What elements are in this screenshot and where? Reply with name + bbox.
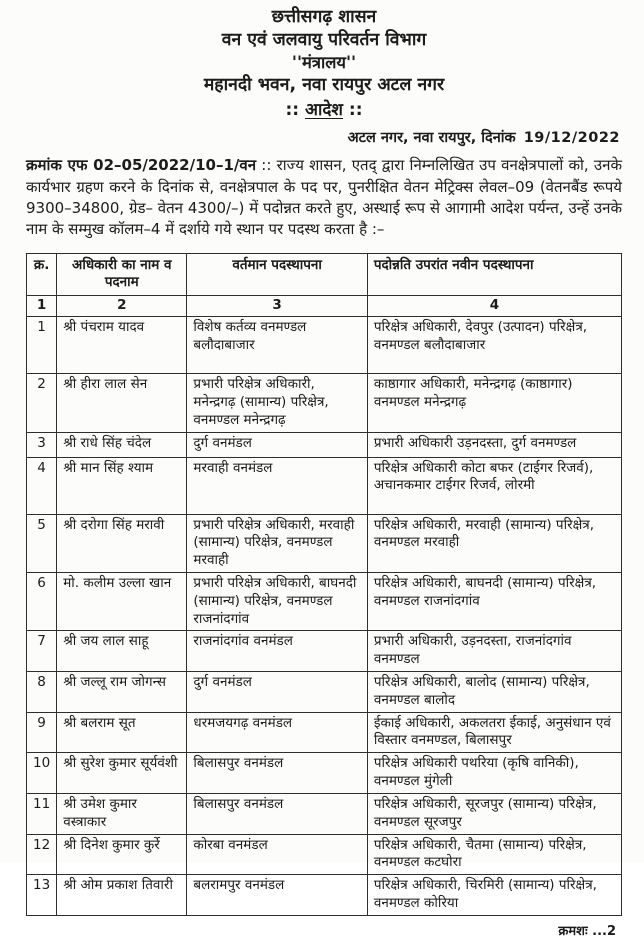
column-number-3: 3 — [187, 296, 367, 317]
table-row — [27, 834, 622, 875]
row-new-posting: प्रभारी अधिकारी उड़नदस्ता, दुर्ग वनमण्डल — [367, 432, 621, 457]
table-header-row — [27, 253, 622, 296]
order-date: 19/12/2022 — [523, 130, 620, 147]
table-head — [27, 253, 622, 316]
table-row — [27, 672, 622, 713]
row-officer-name: श्री दरोगा सिंह मरावी — [57, 514, 187, 572]
row-officer-name: श्री राधे सिंह चंदेल — [57, 432, 187, 457]
table-row — [27, 317, 622, 374]
place-and-date-label: अटल नगर, नवा रायपुर, दिनांक — [347, 130, 516, 147]
row-serial-number: 1 — [27, 317, 57, 374]
order-body-text: :: राज्य शासन, एतद् द्वारा निम्नलिखित उप वनक्षेत्रपालों को, उनके कार्यभार ग्रहण करने के दिनांक से, वनक्षेत्रपाल के पद पर, पुनरीक्षित वेतन मेट्रिक्स लेवल–09 (वेतनबैंड रूपये 9300–34800, ग्रेड– वेतन 4300/–) में पदोन्नत करते हुए, अस्थाई रूप से आगामी आदेश पर्यन्त, उन्हें उनके नाम के सम्मुख कॉलम–4 में दर्शाये गये स्थान पर पदस्थ करता है :– — [26, 156, 622, 239]
table-row — [27, 631, 622, 672]
letterhead — [26, 6, 622, 121]
row-new-posting: परिक्षेत्र अधिकारी, चिरमिरी (सामान्य) परिक्षेत्र, वनमण्डल कोरिया — [367, 875, 621, 916]
row-current-posting: विशेष कर्तव्य वनमण्डल बलौदाबाजार — [187, 317, 367, 374]
row-serial-number: 6 — [27, 572, 57, 630]
row-officer-name: श्री जल्लू राम जोगन्स — [57, 672, 187, 713]
order-reference-number: क्रमांक एफ 02–05/2022/10–1/वन — [26, 156, 257, 175]
table-row — [27, 753, 622, 794]
table-row — [27, 457, 622, 514]
row-new-posting: परिक्षेत्र अधिकारी, चैतमा (सामान्य) परिक्षेत्र, वनमण्डल कटघोरा — [367, 834, 621, 875]
row-current-posting: कोरबा वनमंडल — [187, 834, 367, 875]
row-officer-name: श्री ओम प्रकाश तिवारी — [57, 875, 187, 916]
order-suffix: :: — [342, 100, 363, 121]
row-current-posting: प्रभारी परिक्षेत्र अधिकारी, मरवाही (सामान्य) परिक्षेत्र, वनमण्डल मरवाही — [187, 514, 367, 572]
table-body — [27, 317, 622, 916]
row-serial-number: 13 — [27, 875, 57, 916]
row-serial-number: 7 — [27, 631, 57, 672]
row-new-posting: परिक्षेत्र अधिकारी, सूरजपुर (सामान्य) परिक्षेत्र, वनमण्डल सूरजपुर — [367, 793, 621, 834]
row-serial-number: 3 — [27, 432, 57, 457]
row-serial-number: 9 — [27, 712, 57, 753]
row-officer-name: श्री बलराम सूत — [57, 712, 187, 753]
table-row — [27, 572, 622, 630]
order-heading — [26, 99, 622, 121]
row-officer-name: श्री हीरा लाल सेन — [57, 374, 187, 432]
row-serial-number: 8 — [27, 672, 57, 713]
row-current-posting: दुर्ग वनमंडल — [187, 432, 367, 457]
column-number-1: 1 — [27, 296, 57, 317]
table-row — [27, 374, 622, 432]
row-serial-number: 10 — [27, 753, 57, 794]
row-officer-name: श्री उमेश कुमार वस्त्राकार — [57, 793, 187, 834]
row-current-posting: प्रभारी परिक्षेत्र अधिकारी, बाघनदी (सामान्य) परिक्षेत्र, वनमण्डल राजनांदगांव — [187, 572, 367, 630]
row-current-posting: मरवाही वनमंडल — [187, 457, 367, 514]
address-line: महानदी भवन, नवा रायपुर अटल नगर — [203, 74, 445, 95]
date-line — [26, 127, 622, 147]
row-current-posting: बिलासपुर वनमंडल — [187, 793, 367, 834]
table-row — [27, 514, 622, 572]
column-number-4: 4 — [367, 296, 621, 317]
row-officer-name: श्री जय लाल साहू — [57, 631, 187, 672]
column-number-row — [27, 296, 622, 317]
row-new-posting: परिक्षेत्र अधिकारी कोटा बफर (टाईगर रिजर्व), अचानकमार टाईगर रिजर्व, लोरमी — [367, 457, 621, 514]
continuation-note: क्रमशः ...2 — [558, 923, 616, 939]
row-current-posting: प्रभारी परिक्षेत्र अधिकारी, मनेन्द्रगढ़ (सामान्य) परिक्षेत्र, वनमण्डल मनेन्द्रगढ़ — [187, 374, 367, 432]
row-officer-name: श्री मान सिंह श्याम — [57, 457, 187, 514]
header-serial: क्र. — [27, 253, 57, 296]
row-new-posting: परिक्षेत्र अधिकारी पथरिया (कृषि वानिकी), वनमण्डल मुंगेली — [367, 753, 621, 794]
order-prefix: :: — [285, 100, 306, 121]
postings-table — [26, 253, 622, 916]
row-new-posting: परिक्षेत्र अधिकारी, देवपुर (उत्पादन) परिक्षेत्र, वनमण्डल बलौदाबाजार — [367, 317, 621, 374]
order-word: आदेश — [305, 100, 343, 121]
row-new-posting: परिक्षेत्र अधिकारी, बालोद (सामान्य) परिक्षेत्र, वनमण्डल बालोद — [367, 672, 621, 713]
header-new-posting: पदोन्नति उपरांत नवीन पदस्थापना — [367, 253, 621, 296]
row-new-posting: परिक्षेत्र अधिकारी, मरवाही (सामान्य) परिक्षेत्र, वनमण्डल मरवाही — [367, 514, 621, 572]
row-officer-name: श्री सुरेश कुमार सूर्यवंशी — [57, 753, 187, 794]
column-number-2: 2 — [57, 296, 187, 317]
row-current-posting: धरमजयगढ़ वनमंडल — [187, 712, 367, 753]
row-officer-name: मो. कलीम उल्ला खान — [57, 572, 187, 630]
row-serial-number: 11 — [27, 793, 57, 834]
header-current-posting: वर्तमान पदस्थापना — [187, 253, 367, 296]
row-officer-name: श्री दिनेश कुमार कुर्रे — [57, 834, 187, 875]
row-serial-number: 4 — [27, 457, 57, 514]
row-new-posting: परिक्षेत्र अधिकारी, बाघनदी (सामान्य) परिक्षेत्र, वनमण्डल राजनांदगांव — [367, 572, 621, 630]
row-current-posting: बिलासपुर वनमंडल — [187, 753, 367, 794]
row-current-posting: बलरामपुर वनमंडल — [187, 875, 367, 916]
government-name: छत्तीसगढ़ शासन — [271, 7, 377, 27]
table-row — [27, 793, 622, 834]
order-paragraph — [26, 155, 622, 240]
row-new-posting: प्रभारी अधिकारी, उड़नदस्ता, राजनांदगांव वनमण्डल — [367, 631, 621, 672]
row-serial-number: 5 — [27, 514, 57, 572]
row-serial-number: 2 — [27, 374, 57, 432]
table-row — [27, 432, 622, 457]
row-serial-number: 12 — [27, 834, 57, 875]
department-name: वन एवं जलवायु परिवर्तन विभाग — [221, 30, 427, 51]
ministry-line: ''मंत्रालय'' — [291, 53, 357, 73]
row-current-posting: दुर्ग वनमंडल — [187, 672, 367, 713]
row-new-posting: ईकाई अधिकारी, अकलतरा ईकाई, अनुसंधान एवं विस्तार वनमण्डल, बिलासपुर — [367, 712, 621, 753]
table-row — [27, 712, 622, 753]
row-officer-name: श्री पंचराम यादव — [57, 317, 187, 374]
table-row — [27, 875, 622, 916]
header-officer-name: अधिकारी का नाम व पदनाम — [57, 253, 187, 296]
row-new-posting: काष्ठागार अधिकारी, मनेन्द्रगढ़ (काष्ठागार) वनमण्डल मनेन्द्रगढ़ — [367, 374, 621, 432]
row-current-posting: राजनांदगांव वनमंडल — [187, 631, 367, 672]
